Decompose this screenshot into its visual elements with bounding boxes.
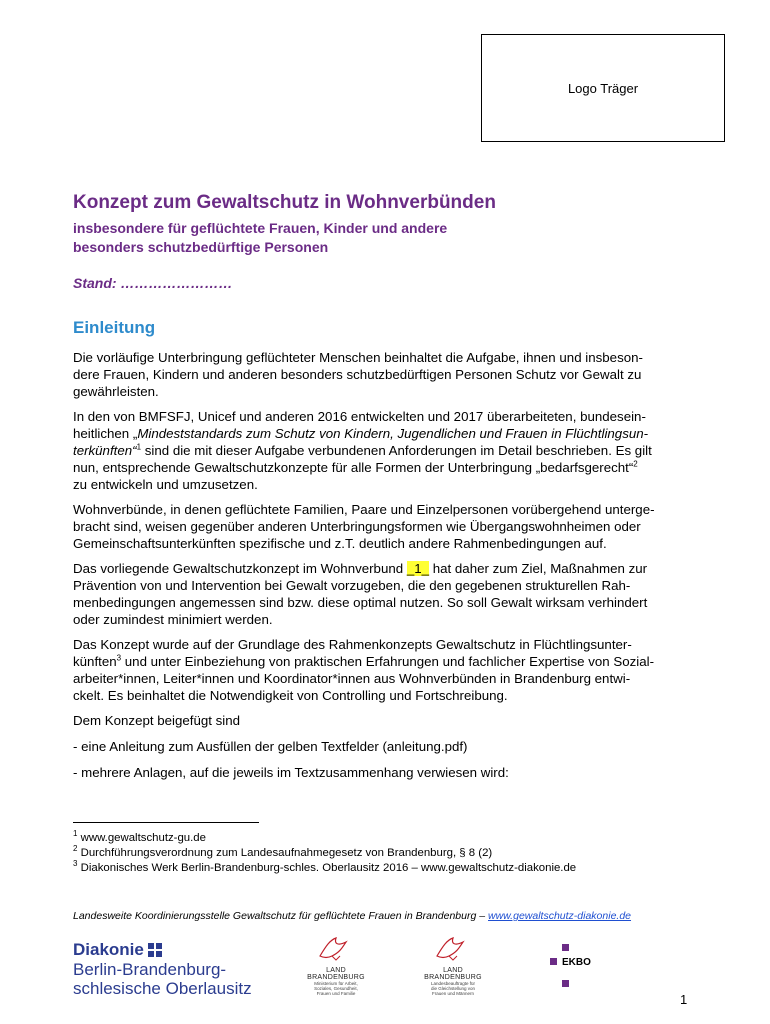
text-line: menbedingungen angemessen sind bzw. diese optimal nutzen. So soll Gewalt wirksam verhindert [73, 595, 648, 610]
ekbo-square-icon [562, 980, 569, 987]
standards-title: Mindeststandards zum Schutz von Kindern, Jugendlichen und Frauen in Flüchtlingsun- [137, 426, 649, 441]
footnote-number: 2 [73, 844, 78, 854]
text-line [73, 425, 703, 442]
paragraph-2 [73, 408, 703, 493]
footnote-text: Diakonisches Werk Berlin-Brandenburg-schles. Oberlausitz 2016 – www.gewaltschutz-diakonie.de [77, 862, 577, 874]
subtitle-line: insbesondere für geflüchtete Frauen, Kinder und andere [73, 220, 448, 236]
text-line: zu entwickeln und umzusetzen. [73, 477, 258, 492]
diakonie-wordmark [73, 940, 252, 960]
paragraph-5 [73, 636, 703, 704]
list-item [73, 764, 703, 781]
footnote-ref-1: 1 [136, 442, 142, 452]
land-label: LAND [443, 967, 463, 974]
text-line: Prävention von und Intervention bei Gewalt vorzugeben, die den gegebenen strukturellen Rah- [73, 578, 631, 593]
brandenburg-label: BRANDENBURG [424, 974, 482, 981]
office-line: Landesbeauftragte für [430, 981, 476, 986]
standards-title-end: terkünften“ [73, 443, 137, 458]
document-title: Konzept zum Gewaltschutz in Wohnverbünden [73, 192, 496, 213]
text-line: bracht sind, weisen gegenüber anderen Unterbringungsformen wie Übergangswohnheimen oder [73, 519, 641, 534]
paragraph-6 [73, 712, 703, 729]
section-heading: Einleitung [73, 318, 156, 337]
diakonie-logo [73, 940, 252, 998]
text-line: In den von BMFSFJ, Unicef und anderen 2016 entwickelten und 2017 überarbeiteten, bundesein- [73, 409, 646, 424]
brandenburg-label: BRANDENBURG [307, 974, 365, 981]
footnote-divider [73, 822, 259, 823]
text-span: künften [73, 654, 117, 669]
text-span: heitlichen „ [73, 426, 138, 441]
logo-placeholder-box [481, 34, 725, 142]
text-line: Wohnverbünde, in denen geflüchtete Familien, Paare und Einzelpersonen vorübergehend unterge- [73, 502, 655, 517]
subtitle-line: besonders schutzbedürftige Personen [73, 239, 329, 255]
ministry-line: Soziales, Gesundheit, [314, 986, 358, 991]
text-line: Das Konzept wurde auf der Grundlage des Rahmenkonzepts Gewaltschutz in Flüchtlingsunter- [73, 637, 632, 652]
ministry-line: Frauen und Familie [316, 991, 356, 996]
text-line: oder zumindest minimiert werden. [73, 612, 273, 627]
footnote-number: 1 [73, 829, 78, 839]
text-line: Die vorläufige Unterbringung geflüchteter Menschen beinhaltet die Aufgabe, ihnen und insbeson- [73, 350, 643, 365]
diakonie-line: Berlin-Brandenburg- [73, 960, 227, 979]
footnote-text: Durchführungsverordnung zum Landesaufnahmegesetz von Brandenburg, § 8 (2) [77, 847, 493, 859]
document-subtitle [73, 219, 543, 257]
text-line: arbeiter*innen, Leiter*innen und Koordinator*innen aus Wohnverbünden in Brandenburg entwi- [73, 671, 631, 686]
land-label: LAND [326, 967, 346, 974]
eagle-icon [316, 934, 356, 962]
text-line: - mehrere Anlagen, auf die jeweils im Textzusammenhang verwiesen wird: [73, 765, 509, 780]
footer-text: Landesweite Koordinierungsstelle Gewaltschutz für geflüchtete Frauen in Brandenburg – [73, 910, 489, 922]
footnote-number: 3 [73, 859, 78, 869]
logo-placeholder-label: Logo Träger [567, 80, 639, 96]
land-brandenburg-logo-ministry [303, 934, 369, 996]
yellow-text-field[interactable]: _1_ [406, 561, 430, 576]
ministry-line: Ministerium für Arbeit, [314, 981, 358, 986]
paragraph-3 [73, 501, 703, 552]
footer-link[interactable]: www.gewaltschutz-diakonie.de [488, 910, 632, 922]
ekbo-square-icon [550, 958, 557, 965]
diakonie-line: schlesische Oberlausitz [73, 979, 252, 998]
footnote-ref-2: 2 [633, 459, 638, 469]
text-line: ckelt. Es beinhaltet die Notwendigkeit von Controlling und Fortschreibung. [73, 688, 508, 703]
diakonie-name: Diakonie [73, 940, 144, 959]
text-line [73, 442, 703, 459]
land-brandenburg-logo-equality [420, 934, 486, 996]
office-line: die Gleichstellung von [430, 986, 476, 991]
paragraph-4 [73, 560, 703, 628]
eagle-icon [433, 934, 473, 962]
text-line [73, 459, 703, 476]
text-line: dere Frauen, Kindern und anderen besonders schutzbedürftigen Personen Schutz vor Gewalt zu [73, 367, 642, 382]
text-line: gewährleisten. [73, 384, 159, 399]
stand-date: Stand: …………………… [73, 275, 233, 291]
text-span: und unter Einbeziehung von praktischen Erfahrungen und fachlicher Expertise von Sozial- [121, 654, 655, 669]
text-line: Dem Konzept beigefügt sind [73, 713, 241, 728]
office-line: Frauen und Männern [431, 991, 475, 996]
text-line [73, 653, 703, 670]
footnote-3 [73, 861, 576, 875]
footnote-text: www.gewaltschutz-gu.de [77, 832, 206, 844]
paragraph-1 [73, 349, 703, 400]
text-line [73, 560, 703, 577]
list-item [73, 738, 703, 755]
footnote-1 [73, 831, 206, 845]
text-span: hat daher zum Ziel, Maßnahmen zur [429, 561, 648, 576]
text-line: Gemeinschaftsunterkünften spezifische und z.T. deutlich andere Rahmenbedingungen auf. [73, 536, 607, 551]
diakonie-cross-icon [148, 943, 162, 957]
page-number: 1 [680, 992, 688, 1007]
footer-note [73, 910, 703, 922]
ekbo-wordmark: EKBO [562, 957, 591, 968]
footnote-ref-3: 3 [116, 653, 122, 663]
text-span: nun, entsprechende Gewaltschutzkonzepte für alle Formen der Unterbringung „bedarfsgerecht“ [73, 460, 634, 475]
text-line: - eine Anleitung zum Ausfüllen der gelben Textfelder (anleitung.pdf) [73, 739, 468, 754]
text-span: Das vorliegende Gewaltschutzkonzept im Wohnverbund [73, 561, 407, 576]
footnote-2 [73, 846, 492, 860]
ekbo-square-icon [562, 944, 569, 951]
text-span: sind die mit dieser Aufgabe verbundenen Anforderungen im Detail beschrieben. Es gilt [141, 443, 652, 458]
